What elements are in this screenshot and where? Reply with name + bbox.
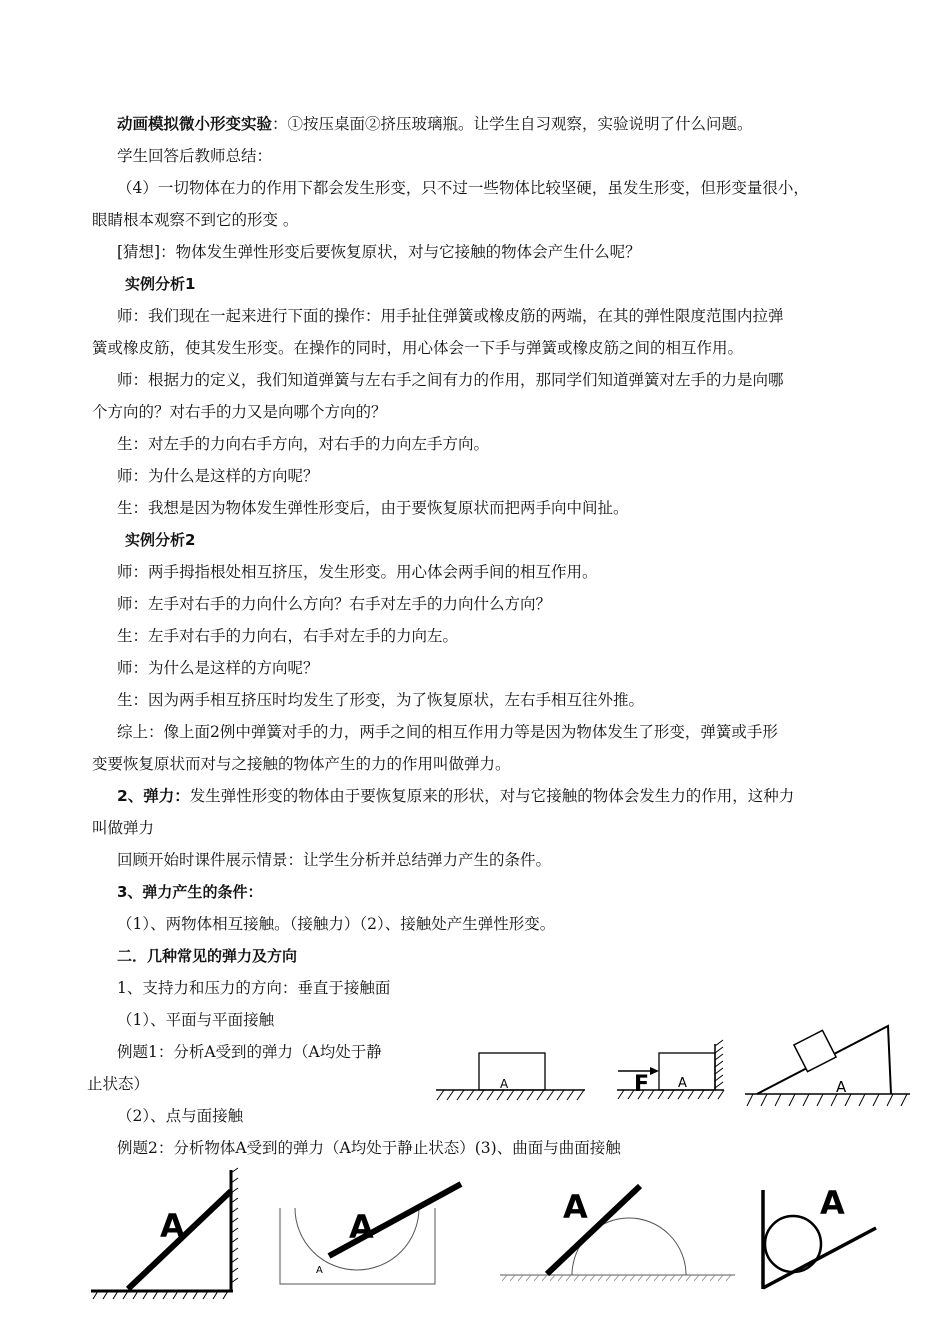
figure-block-against-wall	[612, 1036, 742, 1106]
case1-teacher-line1: 师：我们现在一起来进行下面的操作：用手扯住弹簧或橡皮筋的两端，在其的弹性限度范围内拉弹	[117, 307, 784, 325]
point-contact-heading: （2）、点与面接触	[117, 1107, 244, 1125]
case2-teacher-line: 师：两手拇指根处相互挤压，发生形变。用心体会两手间的相互作用。	[117, 563, 598, 581]
teacher-summary-intro: 学生回答后教师总结：	[117, 147, 273, 165]
fig1-block-label: A	[500, 1077, 509, 1091]
fig5-point-label: A	[316, 1265, 323, 1276]
figure-block-on-incline	[745, 1018, 915, 1116]
conclusion-line2: 变要恢复原状而对与之接触的物体产生的力的作用叫做弹力。	[92, 755, 511, 773]
figure-block-on-floor	[430, 1045, 590, 1110]
figure-rod-on-hemisphere	[495, 1180, 740, 1290]
summary-point-4-line2: 眼睛根本观察不到它的形变 。	[92, 211, 299, 229]
plane-contact-heading: （1）、平面与平面接触	[117, 1011, 275, 1029]
example1-line1: 例题1：分析A受到的弹力（A均处于静	[117, 1043, 382, 1061]
paragraph-micro-deformation	[117, 114, 753, 134]
case2-student-reason: 生：因为两手相互挤压时均发生了形变，为了恢复原状，左右手相互往外推。	[117, 691, 645, 709]
figure-rod-in-bowl	[275, 1178, 470, 1293]
fig6-rod-label: A	[563, 1188, 588, 1226]
section-2-heading: 二．几种常见的弹力及方向	[117, 947, 298, 965]
elastic-force-heading: 2、弹力：	[117, 787, 190, 805]
case1-student-reason: 生：我想是因为物体发生弹性形变后，由于要恢复原状而把两手向中间扯。	[117, 499, 629, 517]
elastic-force-text: 发生弹性形变的物体由于要恢复原来的形状，对与它接触的物体会发生力的作用，这种力	[189, 787, 795, 805]
micro-deformation-text: ：①按压桌面②挤压玻璃瓶。让学生自习观察，实验说明了什么问题。	[272, 115, 753, 133]
case2-teacher-why: 师：为什么是这样的方向呢？	[117, 659, 319, 677]
figure-rod-against-wall	[88, 1165, 248, 1305]
elastic-force-definition-line1	[117, 786, 794, 806]
fig7-label: A	[820, 1184, 845, 1222]
summary-point-4-line1: （4）一切物体在力的作用下都会发生形变，只不过一些物体比较坚硬，虽发生形变，但形变量很小，	[117, 179, 809, 197]
conditions-heading: 3、弹力产生的条件：	[117, 883, 263, 901]
fig5-rod-label: A	[349, 1208, 374, 1246]
case1-teacher-why: 师：为什么是这样的方向呢？	[117, 467, 319, 485]
guess-paragraph: [猜想]：物体发生弹性形变后要恢复原状，对与它接触的物体会产生什么呢？	[117, 243, 641, 261]
case2-student-answer: 生：左手对右手的力向右，右手对左手的力向左。	[117, 627, 459, 645]
example2-line: 例题2：分析物体A受到的弹力（A均处于静止状态）(3)、曲面与曲面接触	[117, 1139, 621, 1157]
case1-question-line2: 个方向的？对右手的力又是向哪个方向的？	[92, 403, 387, 421]
fig4-rod-label: A	[160, 1207, 185, 1245]
elastic-force-definition-line2: 叫做弹力	[92, 819, 155, 837]
conditions-list: （1）、两物体相互接触。（接触力）（2）、接触处产生弹性形变。	[117, 915, 556, 933]
conclusion-line1: 综上：像上面2例中弹簧对手的力，两手之间的相互作用力等是因为物体发生了形变，弹簧或手形	[117, 723, 778, 741]
case1-student-answer: 生：对左手的力向右手方向，对右手的力向左手方向。	[117, 435, 490, 453]
case-analysis-1-heading: 实例分析1	[125, 275, 196, 293]
case1-teacher-line2: 簧或橡皮筋，使其发生形变。在操作的同时，用心体会一下手与弹簧或橡皮筋之间的相互作用。	[92, 339, 744, 357]
review-paragraph: 回顾开始时课件展示情景：让学生分析并总结弹力产生的条件。	[117, 851, 552, 869]
case1-question-line1: 师：根据力的定义，我们知道弹簧与左右手之间有力的作用，那同学们知道弹簧对左手的力是向哪	[117, 371, 784, 389]
fig3-block-label: A	[836, 1078, 847, 1096]
figure-ball-wedge	[752, 1180, 882, 1295]
fig2-block-label: A	[678, 1076, 687, 1091]
case-analysis-2-heading: 实例分析2	[125, 531, 196, 549]
fig2-force-label: F	[634, 1072, 650, 1097]
example1-line2: 止状态）	[87, 1075, 150, 1093]
support-force-direction: 1、支持力和压力的方向：垂直于接触面	[117, 979, 391, 997]
micro-deformation-heading: 动画模拟微小形变实验	[117, 115, 273, 133]
case2-teacher-question: 师：左手对右手的力向什么方向？右手对左手的力向什么方向？	[117, 595, 552, 613]
